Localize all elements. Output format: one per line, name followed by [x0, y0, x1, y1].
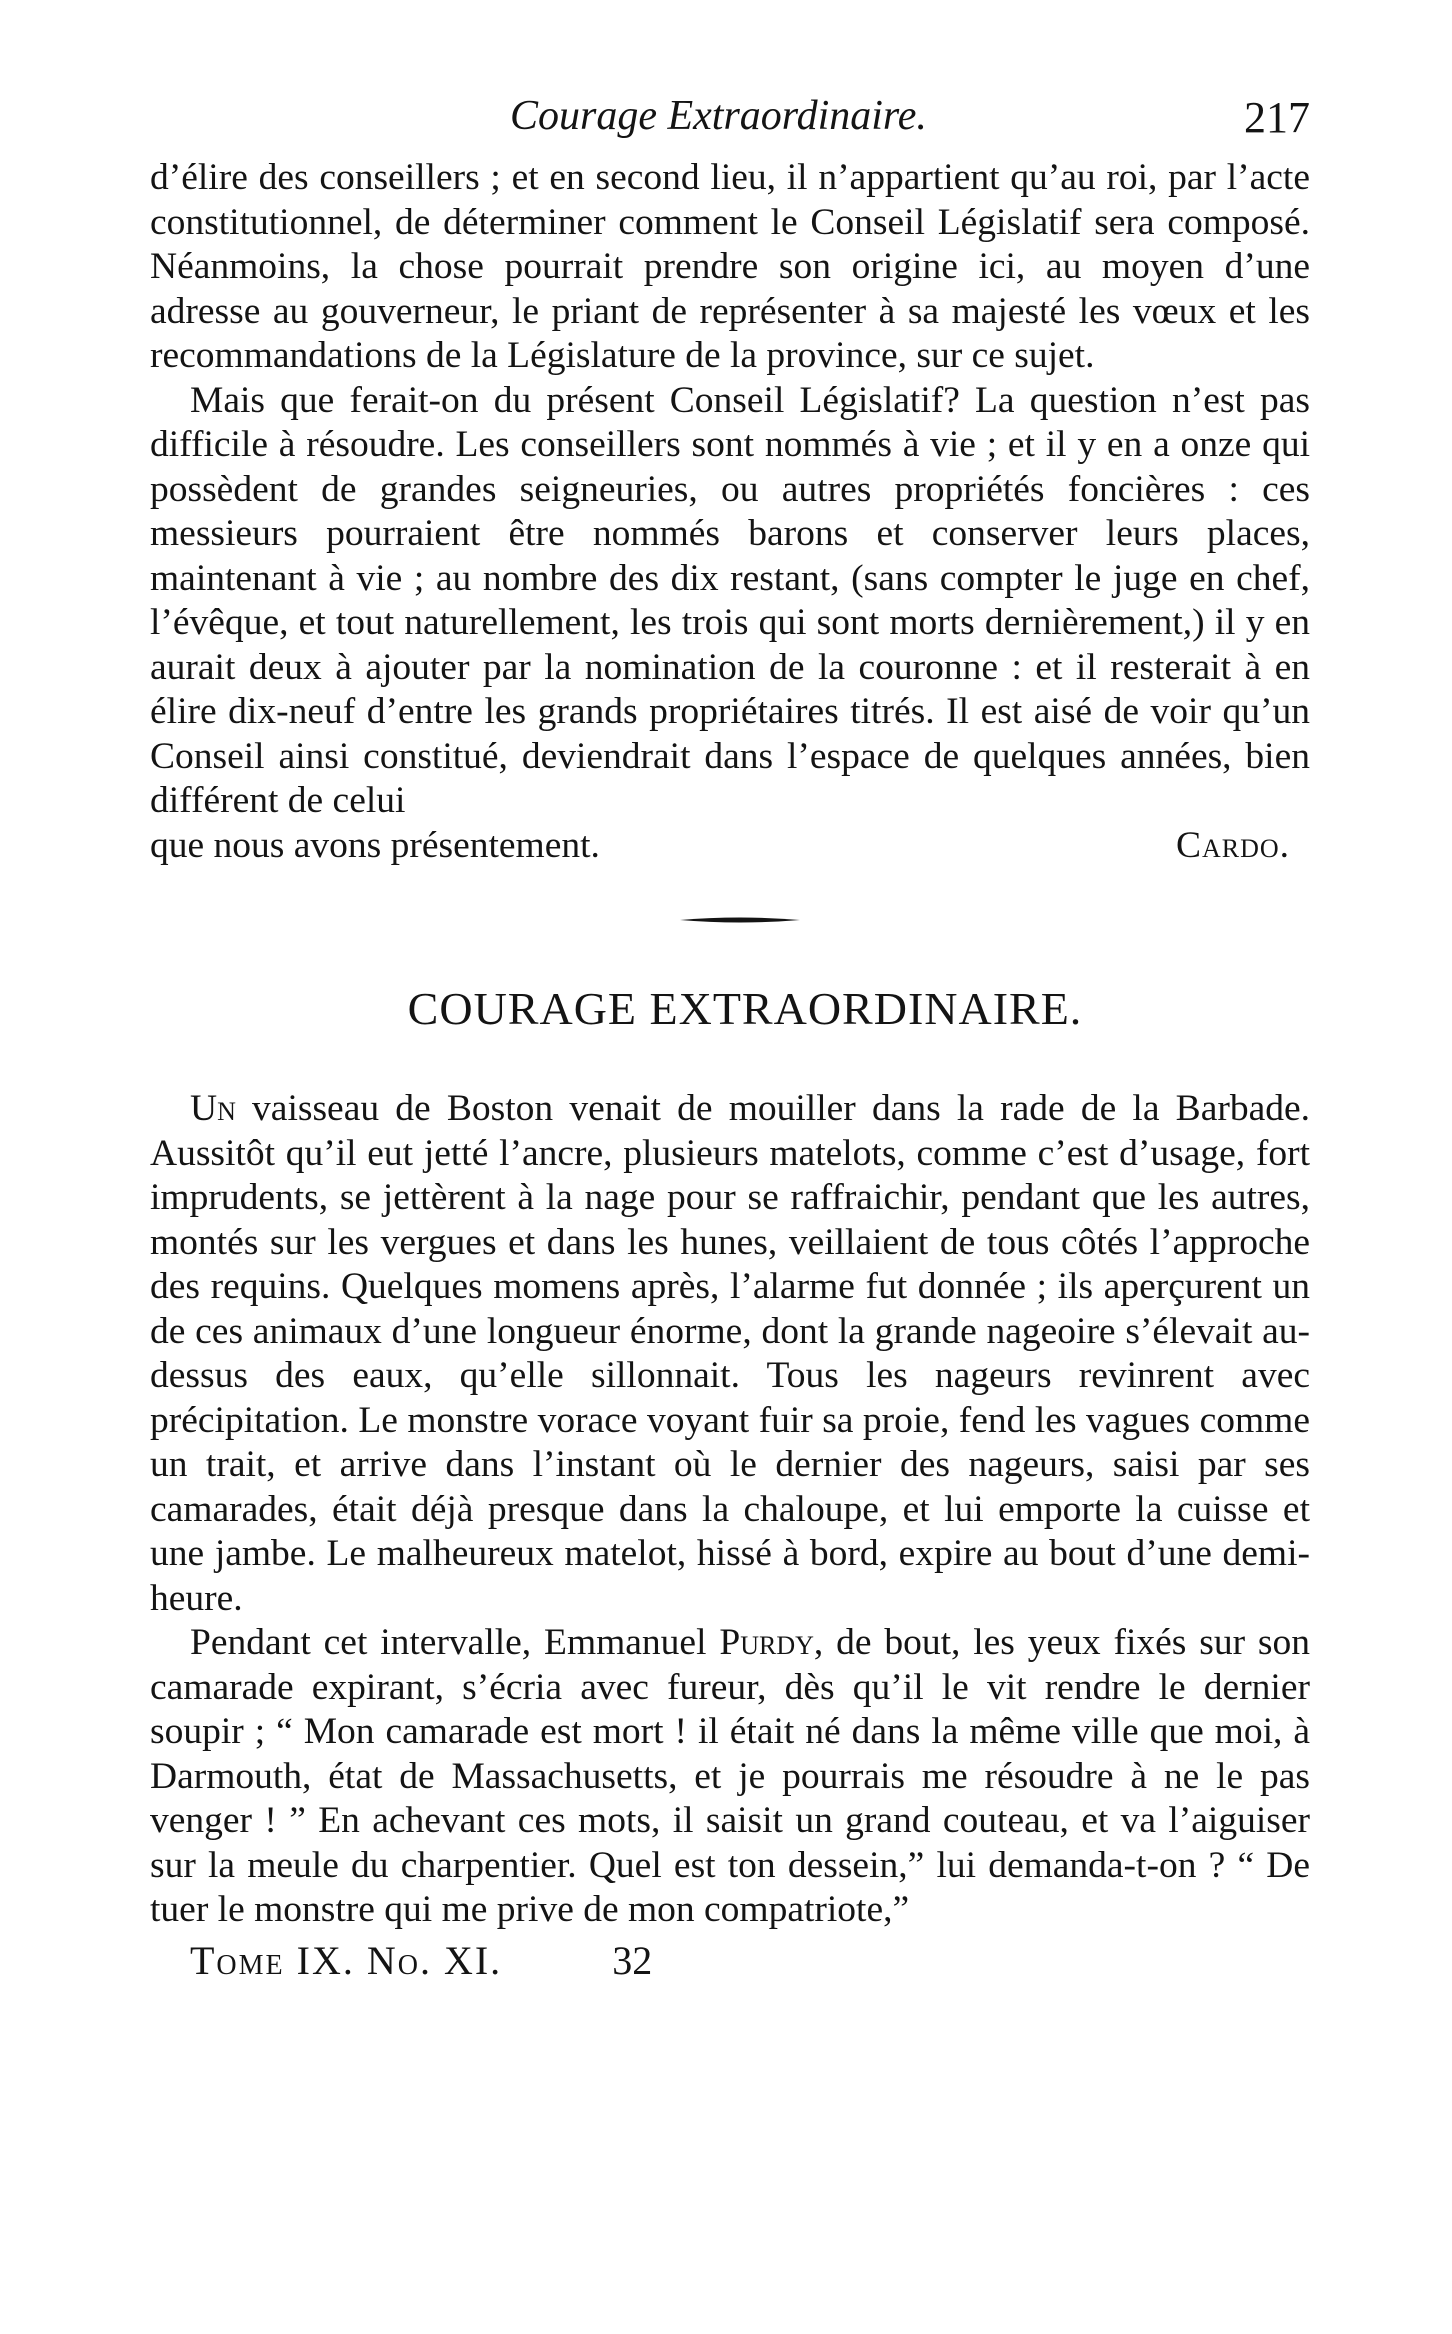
section-heading: COURAGE EXTRAORDINAIRE. — [407, 983, 1083, 1034]
paragraph: Mais que ferait-on du présent Conseil Législatif? La question n’est pas difficile à résoudre. Les conseillers sont nommés à vie ; et il y en a onze qui possèdent de grandes seigneuries, ou autres propriétés foncières : ces messieurs pourraient être nommés barons et conserver leurs places, maintenant à vie ; au nombre des dix restant, (sans compter le juge en chef, l’évêque, et tout naturellement, les trois qui sont morts dernièrement,) il y en aurait deux à ajouter par la nomination de la couronne : et il resterait à en élire dix-neuf d’entre les grands propriétaires titrés. Il est aisé de voir qu’un Conseil ainsi constitué, deviendrait dans l’espace de quelques années, bien différent de celui — [150, 379, 1310, 821]
page-footer — [150, 1937, 1310, 1985]
paragraph — [150, 1087, 1310, 1621]
person-name: Purdy — [719, 1622, 814, 1663]
article-continuation — [150, 156, 1310, 868]
running-title: Courage Extraordinaire. — [510, 93, 927, 139]
author-signature: Cardo. — [1175, 824, 1290, 866]
page — [150, 92, 1310, 1985]
ornament-rule-icon — [680, 916, 800, 924]
closing-text: que nous avons présentement. — [150, 824, 600, 866]
paragraph: d’élire des conseillers ; et en second lieu, il n’appartient qu’au roi, par l’acte constitutionnel, de déterminer comment le Conseil Législatif sera composé. Néanmoins, la chose pourrait prendre son origine ici, au moyen d’une adresse au gouverneur, le priant de représenter à sa majesté les vœux et les recommandations de la Législature de la province, sur ce sujet. — [150, 157, 1310, 376]
lead-word: Un — [190, 1088, 236, 1129]
running-head — [150, 92, 1310, 156]
paragraph-text: , de bout, les yeux fixés sur son camarade expirant, s’écria avec fureur, dès qu’il le vit rendre le dernier soupir ; “ Mon camarade est mort ! il était né dans la même ville que moi, à Darmouth, état de Massachusetts, et je pourrais me résoudre à ne le pas venger ! ” En achevant ces mots, il saisit un grand couteau, et va l’aiguiser sur la meule du charpentier. Quel est ton dessein,” lui demanda-t-on ? “ De tuer le monstre qui me prive de mon compatriote,” — [150, 1622, 1310, 1930]
sheet-number: 32 — [612, 1937, 653, 1983]
signature-mark: Tome IX. No. XI. — [190, 1937, 503, 1983]
section-divider — [150, 868, 1310, 978]
page-number: 217 — [1244, 93, 1310, 142]
paragraph — [150, 1621, 1310, 1933]
article-body — [150, 1087, 1310, 1933]
signature-line — [150, 824, 1310, 869]
paragraph-text: Pendant cet intervalle, Emmanuel — [190, 1622, 720, 1663]
paragraph-text: vaisseau de Boston venait de mouiller dans la rade de la Barbade. Aussitôt qu’il eut jetté l’ancre, plusieurs matelots, comme c’est d’usage, fort imprudents, se jettèrent à la nage pour se raffraichir, pendant que les autres, montés sur les vergues et dans les hunes, veillaient de tous côtés l’approche des requins. Quelques momens après, l’alarme fut donnée ; ils aperçurent un de ces animaux d’une longueur énorme, dont la grande nageoire s’élevait au-dessus des eaux, qu’elle sillonnait. Tous les nageurs revinrent avec précipitation. Le monstre vorace voyant fuir sa proie, fend les vagues comme un trait, et arrive dans l’instant où le dernier des nageurs, saisi par ses camarades, était déjà presque dans la chaloupe, et lui emporte la cuisse et une jambe. Le malheureux matelot, hissé à bord, expire au bout d’une demi-heure. — [150, 1088, 1310, 1619]
